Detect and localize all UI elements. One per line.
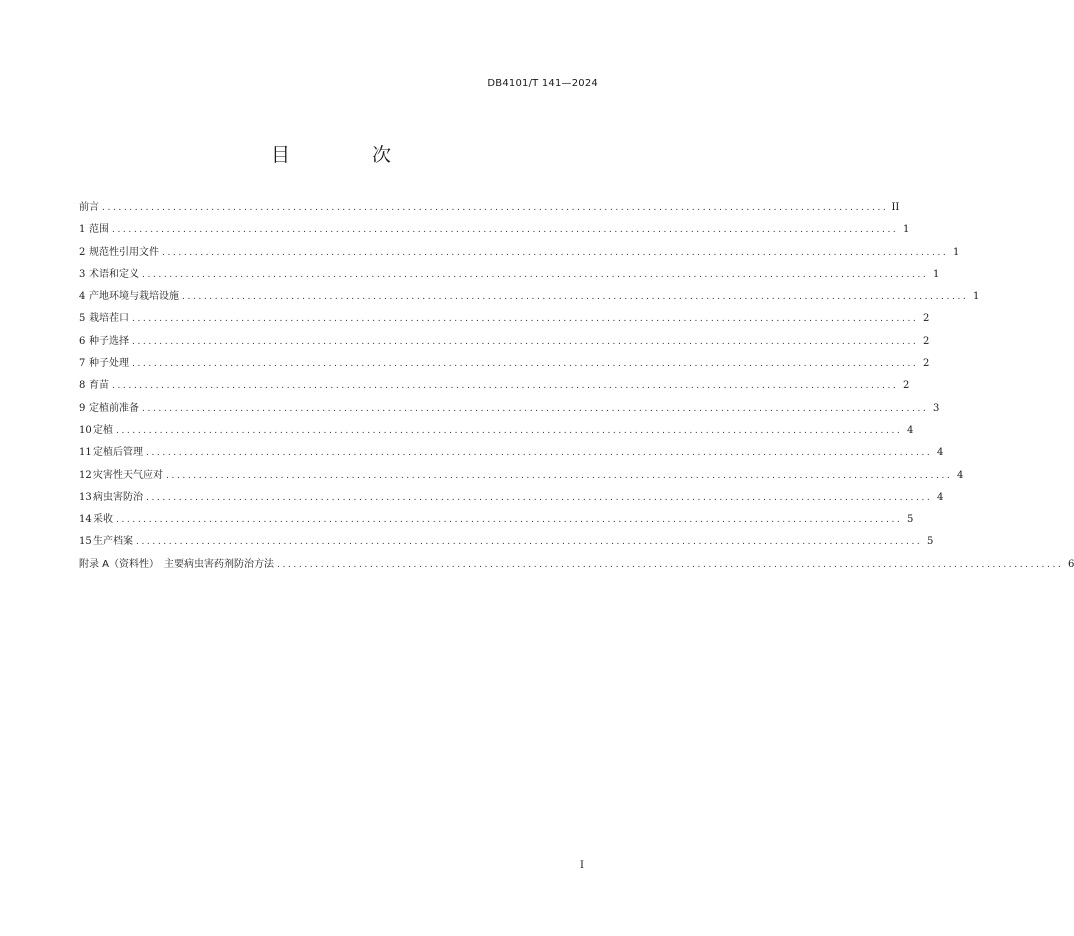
toc-entry-page: 4 xyxy=(907,424,914,436)
toc-entry-pre-planting[interactable]: 9 定植前准备 ................................................................................................................................................ 3 xyxy=(79,401,599,423)
toc-entry-pest-control[interactable]: 13 病虫害防治 ................................................................................................................................................ 4 xyxy=(79,490,599,512)
toc-entry-label: 附录 A（资料性） 主要病虫害药剂防治方法 xyxy=(79,558,275,570)
toc-entry-harvest[interactable]: 14 采收 ................................................................................................................................................ 5 xyxy=(79,512,599,534)
toc-leader-dots: ................................................................................................................................................ xyxy=(136,537,923,548)
toc-leader-dots: ................................................................................................................................................ xyxy=(142,403,929,414)
toc-entry-page: 5 xyxy=(927,536,934,548)
toc-entry-page: 2 xyxy=(923,313,930,325)
toc-entry-page: 2 xyxy=(923,335,930,347)
toc-leader-dots: ................................................................................................................................................ xyxy=(166,470,953,481)
toc-leader-dots: ................................................................................................................................................ xyxy=(112,381,899,392)
toc-entry-label: 栽培茬口 xyxy=(89,313,129,325)
toc-leader-dots: ................................................................................................................................................ xyxy=(146,492,933,503)
toc-entry-disaster-weather[interactable]: 12 灾害性天气应对 ................................................................................................................................................ 4 xyxy=(79,468,599,490)
toc-entry-seedling[interactable]: 8 育苗 ................................................................................................................................................ 2 xyxy=(79,378,599,400)
toc-entry-label: 采收 xyxy=(93,514,113,526)
toc-leader-dots: ................................................................................................................................................ xyxy=(132,359,919,370)
toc-leader-dots: ................................................................................................................................................ xyxy=(132,336,919,347)
toc-entry-label: 产地环境与栽培设施 xyxy=(89,291,179,303)
toc-leader-dots: ................................................................................................................................................ xyxy=(162,247,949,258)
toc-entry-seed-selection[interactable]: 6 种子选择 ................................................................................................................................................ 2 xyxy=(79,334,599,356)
toc-entry-label: 范围 xyxy=(89,224,109,236)
toc-entry-label: 术语和定义 xyxy=(89,268,139,280)
toc-entry-label: 规范性引用文件 xyxy=(89,246,159,258)
toc-entry-production-records[interactable]: 15 生产档案 ................................................................................................................................................ 5 xyxy=(79,534,599,556)
toc-entry-cropping-season[interactable]: 5 栽培茬口 ................................................................................................................................................ 2 xyxy=(79,311,599,333)
toc-leader-dots: ................................................................................................................................................ xyxy=(116,515,903,526)
table-of-contents xyxy=(79,200,1074,579)
toc-entry-page: 4 xyxy=(937,491,944,503)
toc-entry-label: 定植 xyxy=(93,424,113,436)
page-number: I xyxy=(580,860,584,871)
toc-leader-dots: ................................................................................................................................................ xyxy=(142,269,929,280)
toc-entry-page: 1 xyxy=(933,268,940,280)
toc-entry-page: 4 xyxy=(957,469,964,481)
toc-entry-normative-references[interactable]: 2 规范性引用文件 ................................................................................................................................................ 1 xyxy=(79,245,599,267)
toc-entry-seed-treatment[interactable]: 7 种子处理 ................................................................................................................................................ 2 xyxy=(79,356,599,378)
toc-leader-dots: ................................................................................................................................................ xyxy=(102,203,889,213)
toc-leader-dots: ................................................................................................................................................ xyxy=(182,292,969,303)
toc-entry-page: II xyxy=(891,202,900,213)
toc-entry-label: 灾害性天气应对 xyxy=(93,469,163,481)
document-code: DB4101/T 141—2024 xyxy=(487,78,598,89)
page-title: 目 次 xyxy=(270,144,430,166)
toc-entry-label: 病虫害防治 xyxy=(93,491,143,503)
toc-entry-page: 1 xyxy=(903,224,910,236)
toc-entry-page: 6 xyxy=(1068,558,1074,570)
toc-entry-terms-definitions[interactable]: 3 术语和定义 ................................................................................................................................................ 1 xyxy=(79,267,599,289)
toc-leader-dots: ................................................................................................................................................ xyxy=(116,425,903,436)
toc-entry-label: 生产档案 xyxy=(93,536,133,548)
toc-entry-environment-facilities[interactable]: 4 产地环境与栽培设施 ................................................................................................................................................ 1 xyxy=(79,289,599,311)
toc-entry-page: 1 xyxy=(953,246,960,258)
toc-leader-dots: ................................................................................................................................................ xyxy=(112,225,899,236)
toc-entry-appendix-a[interactable] xyxy=(79,557,1074,579)
toc-entry-planting[interactable]: 10 定植 ................................................................................................................................................ 4 xyxy=(79,423,599,445)
toc-entry-page: 3 xyxy=(933,402,940,414)
toc-entry-page: 4 xyxy=(937,447,944,459)
toc-entry-foreword[interactable] xyxy=(79,200,900,222)
toc-leader-dots: ................................................................................................................................................ xyxy=(146,448,933,459)
toc-entry-label: 定植前准备 xyxy=(89,402,139,414)
toc-leader-dots: ................................................................................................................................................ xyxy=(277,559,1064,570)
toc-entry-scope[interactable]: 1 范围 ................................................................................................................................................ 1 xyxy=(79,222,599,244)
toc-entry-label: 育苗 xyxy=(89,380,109,392)
toc-entry-page: 2 xyxy=(923,358,930,370)
toc-entry-label: 定植后管理 xyxy=(93,447,143,459)
toc-leader-dots: ................................................................................................................................................ xyxy=(132,314,919,325)
toc-entry-label: 种子选择 xyxy=(89,335,129,347)
toc-entry-label: 前言 xyxy=(79,202,99,213)
toc-entry-post-planting[interactable]: 11 定植后管理 ................................................................................................................................................ 4 xyxy=(79,445,599,467)
toc-entry-page: 2 xyxy=(903,380,910,392)
toc-entry-page: 5 xyxy=(907,514,914,526)
toc-entry-page: 1 xyxy=(973,291,980,303)
toc-entry-label: 种子处理 xyxy=(89,358,129,370)
